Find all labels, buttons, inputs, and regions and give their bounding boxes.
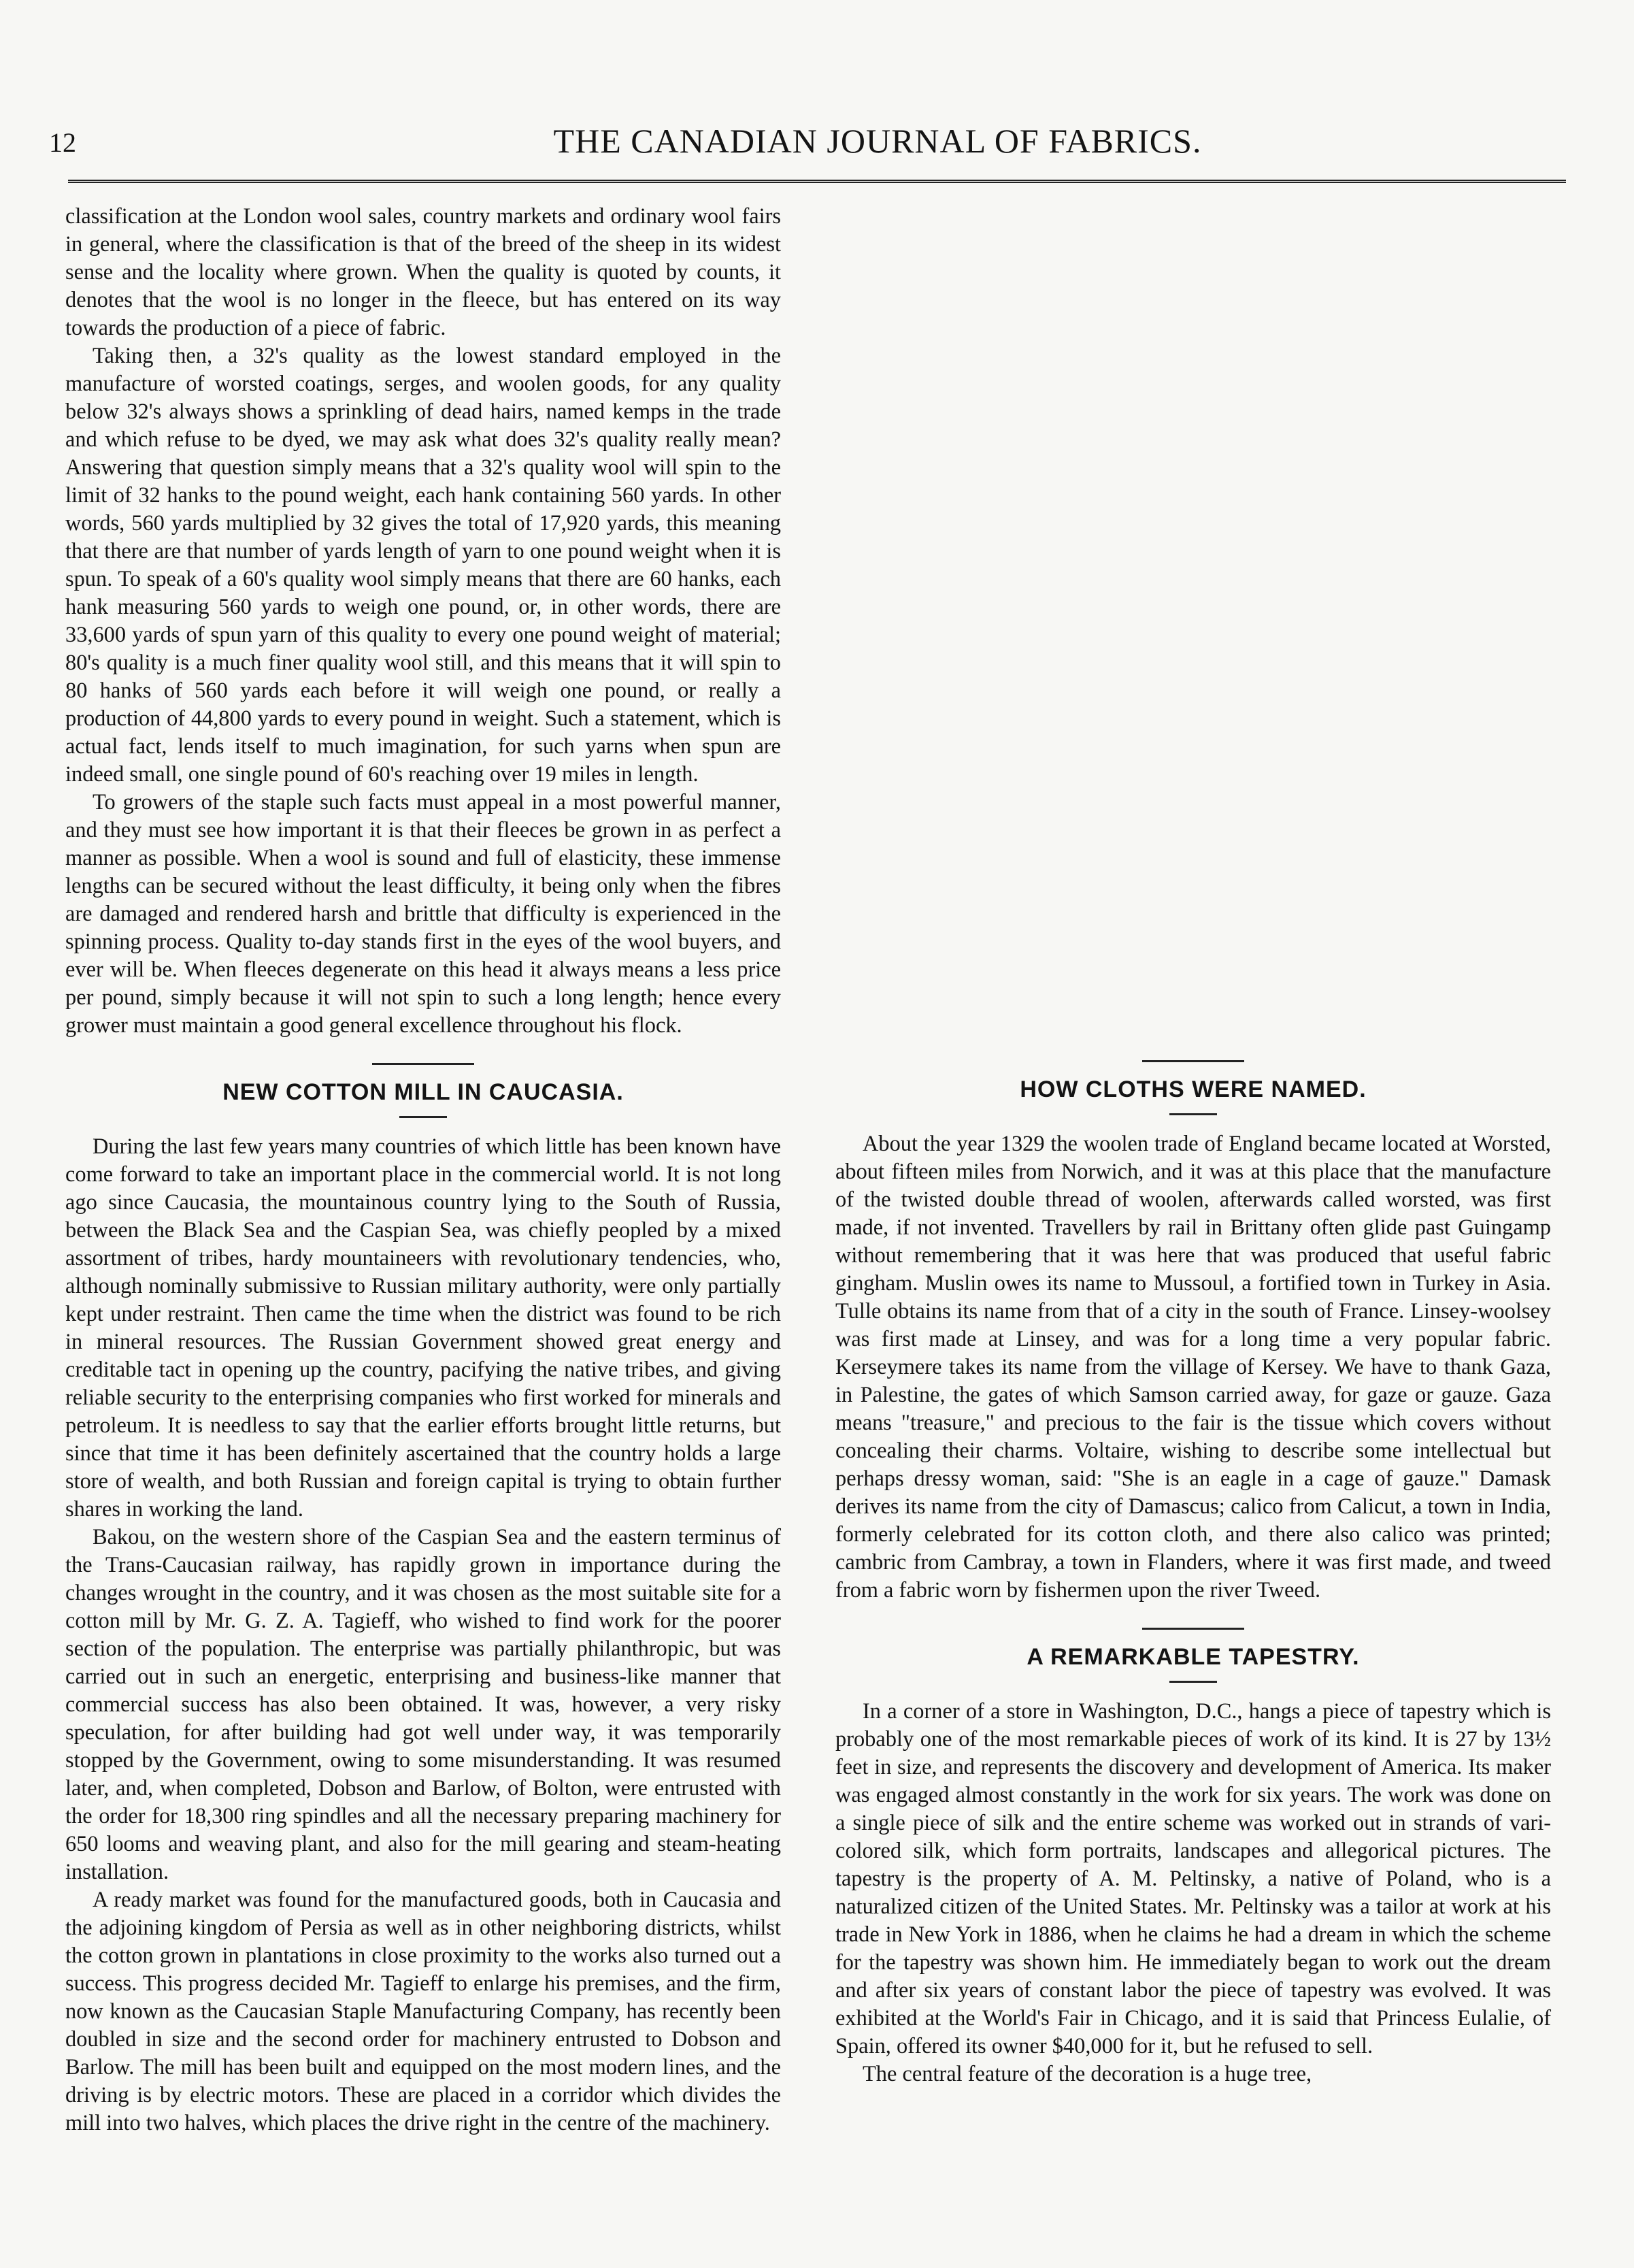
wool-paragraph-3: To growers of the staple such facts must appeal in a most powerful manner, and they must see how important it is that their fleeces be grown in as perfect a manner as possible. When a wool is sound and full of elasticity, these immense lengths can be secured without the least difficulty, it being only when the fibres are damaged and rendered harsh and brittle that difficulty is experienced in the spinning process. Quality to-day stands first in the eyes of the wool buyers, and ever will be. When fleeces degenerate on this head it always means a less price per pound, simply because it will not spin to such a long length; hence every grower must maintain a good general excellence throughout his flock. [65, 790, 781, 1038]
wool-article [65, 203, 781, 1040]
caucasia-paragraph-3: A ready market was found for the manufactured goods, both in Caucasia and the adjoining kingdom of Persia as well as in other neighboring districts, whilst the cotton grown in plantations in close proximity to the works also turned out a success. This progress decided Mr. Tagieff to enlarge his premises, and the firm, now known as the Caucasian Staple Manufacturing Company, has recently been doubled in size and the second order for machinery entrusted to Dobson and Barlow. The mill has been built and equipped on the most modern lines, and the driving is by electric motors. These are placed in a corridor which divides the mill into two halves, which places the drive right in the centre of the machinery. [65, 1887, 781, 2135]
caucasia-paragraph-1: During the last few years many countries of which little has been known have come forward to take an important place in the commercial world. It is not long ago since Caucasia, the mountainous country lying to the South of Russia, between the Black Sea and the Caspian Sea, was chiefly peopled by a mixed assortment of tribes, hardy mountaineers with revolutionary tendencies, who, although nominally submissive to Russian military authority, were only partially kept under restraint. Then came the time when the district was found to be rich in mineral resources. The Russian Government showed great energy and creditable tact in opening up the country, pacifying the native tribes, and giving reliable security to the enterprising companies who first worked for minerals and petroleum. It is needless to say that the earlier efforts brought little returns, but since that time it has been definitely ascertained that the country holds a large store of wealth, and both Russian and foreign capital is trying to obtain further shares in working the land. [65, 1134, 781, 1522]
cloths-article-title: HOW CLOTHS WERE NAMED. [1020, 1077, 1367, 1102]
cloths-article [835, 1130, 1551, 1605]
journal-title: THE CANADIAN JOURNAL OF FABRICS. [553, 122, 1202, 160]
header-rule [68, 180, 1566, 183]
caucasia-paragraph-2: Bakou, on the western shore of the Caspian Sea and the eastern terminus of the Trans-Caucasian railway, has rapidly grown in importance during the changes wrought in the country, and it was chosen as the most suitable site for a cotton mill by Mr. G. Z. A. Tagieff, who wished to find work for the poorer section of the population. The enterprise was partially philanthropic, but was carried out in such an energetic, enterprising and business-like manner that commercial success has also been obtained. It was, however, a very risky speculation, for after building had got well under way, it was temporarily stopped by the Government, owing to some misunderstanding. It was resumed later, and, when completed, Dobson and Barlow, of Bolton, were entrusted with the order for 18,300 ring spindles and all the necessary preparing machinery for 650 looms and weaving plant, and also for the mill gearing and steam-heating installation. [65, 1524, 781, 1884]
wool-paragraph-1: classification at the London wool sales, country markets and ordinary wool fairs in general, where the classification is that of the breed of the sheep in its widest sense and the locality where grown. When the quality is quoted by counts, it denotes that the wool is no longer in the fleece, but has entered on its way towards the production of a piece of fabric. [65, 204, 781, 340]
tapestry-paragraph-1: In a corner of a store in Washington, D.C., hangs a piece of tapestry which is probably one of the most remarkable pieces of work of its kind. It is 27 by 13½ feet in size, and represents the discovery and development of America. Its maker was engaged almost constantly in the work for six years. The work was done on a single piece of silk and the entire scheme was worked out in strands of vari-colored silk, which form portraits, landscapes and allegorical pictures. The tapestry is the property of A. M. Peltinsky, a native of Poland, who is a naturalized citizen of the United States. Mr. Peltinsky was a tailor at work at his trade in New York in 1886, when he claims he had a dream in which the scheme for the tapestry was shown him. He immediately began to work out the dream and after six years of constant labor the piece of tapestry was evolved. It was exhibited at the World's Fair in Chicago, and it is said that Princess Eulalie, of Spain, offered its owner $40,000 for it, but he refused to sell. [835, 1698, 1551, 2058]
caucasia-article [65, 1133, 781, 2137]
tapestry-paragraph-2: The central feature of the decoration is a huge tree, [863, 2061, 1312, 2086]
page-number: 12 [49, 127, 76, 158]
cloths-paragraph-1: About the year 1329 the woolen trade of England became located at Worsted, about fifteen miles from Norwich, and it was at this place that the manufacture of the twisted double thread of woolen, afterwards called worsted, was first made, if not invented. Travellers by rail in Brittany often glide past Guingamp without remembering that it was here that was produced that useful fabric gingham. Muslin owes its name to Mussoul, a fortified town in Turkey in Asia. Tulle obtains its name from that of a city in the south of France. Linsey-woolsey was first made at Linsey, and was for a long time a very popular fabric. Kerseymere takes its name from the village of Kersey. We have to thank Gaza, in Palestine, the gates of which Samson carried away, for gaze or gauze. Gaza means "treasure," and precious to the fair is the tissue which covers without concealing their charms. Voltaire, wishing to describe some intellectual but perhaps dressy woman, said: "She is an eagle in a cage of gauze." Damask derives its name from the city of Damascus; calico from Calicut, a town in India, formerly celebrated for its cotton cloth, and there also calico was printed; cambric from Cambray, a town in Flanders, where it was first made, and tweed from a fabric worn by fishermen upon the river Tweed. [835, 1131, 1551, 1603]
right-column [835, 203, 1551, 2088]
tapestry-article [835, 1698, 1551, 2088]
wool-paragraph-2: Taking then, a 32's quality as the lowest standard employed in the manufacture of worsted coatings, serges, and woolen goods, for any quality below 32's always shows a sprinkling of dead hairs, named kemps in the trade and which refuse to be dyed, we may ask what does 32's quality really mean? Answering that question simply means that a 32's quality wool will spin to the limit of 32 hanks to the pound weight, each hank containing 560 yards. In other words, 560 yards multiplied by 32 gives the total of 17,920 yards, this meaning that there are that number of yards length of yarn to one pound weight when it is spun. To speak of a 60's quality wool simply means that there are 60 hanks, each hank measuring 560 yards to weigh one pound, or, in other words, there are 33,600 yards of spun yarn of this quality to every one pound weight of material; 80's quality is a much finer quality wool still, and this means that it will spin to 80 hanks of 560 yards each before it will weigh one pound, or really a production of 44,800 yards to every pound in weight. Such a statement, which is actual fact, lends itself to much imagination, for such yarns when spun are indeed small, one single pound of 60's reaching over 19 miles in length. [65, 344, 781, 787]
caucasia-article-title: NEW COTTON MILL IN CAUCASIA. [222, 1079, 624, 1105]
tapestry-article-title: A REMARKABLE TAPESTRY. [1027, 1643, 1360, 1670]
left-column [65, 203, 781, 2137]
